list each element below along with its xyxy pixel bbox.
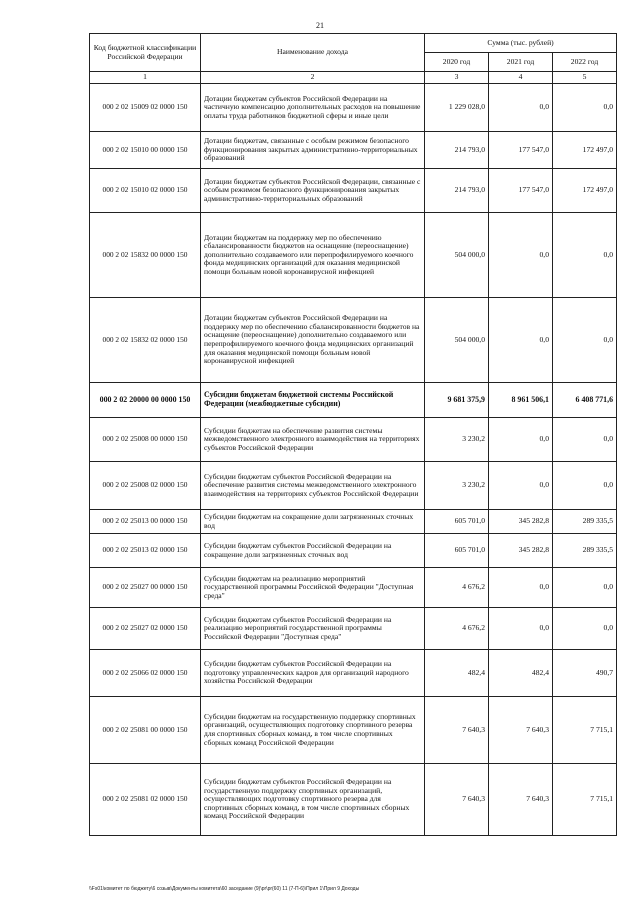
row-value-2021: 0,0 [489,418,553,462]
table-row [90,383,617,418]
column-number: 5 [553,72,617,84]
row-value-2022: 6 408 771,6 [553,383,617,418]
row-name: Субсидии бюджетам на государственную поддержку спортивных организаций, осуществляющих подготовку спортивного резерва для спортивных сборных команд, в том числе спортивных сборных команд Российской Федерации [201,697,425,764]
row-name: Дотации бюджетам субъектов Российской Федерации на поддержку мер по обеспечению сбалансированности бюджетов на оснащение (переоснащение) дополнительно создаваемого или перепрофилируемого коечного фонда медицинских организаций для оказания медицинской помощи больным новой коронавирусной инфекцией [201,298,425,383]
header-year: 2021 год [489,53,553,72]
row-value-2022: 7 715,1 [553,764,617,836]
row-value-2021: 8 961 506,1 [489,383,553,418]
row-value-2020: 605 701,0 [425,510,489,534]
column-number: 2 [201,72,425,84]
row-code: 000 2 02 25008 00 0000 150 [90,418,201,462]
row-value-2022: 172 497,0 [553,169,617,213]
page-number: 21 [316,21,324,30]
header-year: 2022 год [553,53,617,72]
row-code: 000 2 02 25013 00 0000 150 [90,510,201,534]
row-value-2021: 482,4 [489,650,553,697]
row-value-2022: 172 497,0 [553,132,617,169]
row-value-2021: 177 547,0 [489,169,553,213]
row-code: 000 2 02 20000 00 0000 150 [90,383,201,418]
row-name: Субсидии бюджетам на обеспечение развития системы межведомственного электронного взаимодействия на территориях субъектов Российской Федерации [201,418,425,462]
table-row [90,418,617,462]
row-code: 000 2 02 15832 02 0000 150 [90,298,201,383]
row-value-2022: 289 335,5 [553,510,617,534]
row-value-2020: 3 230,2 [425,418,489,462]
row-value-2022: 0,0 [553,608,617,650]
column-number: 3 [425,72,489,84]
row-value-2020: 504 000,0 [425,298,489,383]
table-row [90,764,617,836]
row-name: Субсидии бюджетам бюджетной системы Российской Федерации (межбюджетные субсидии) [201,383,425,418]
row-code: 000 2 02 25027 00 0000 150 [90,568,201,608]
row-code: 000 2 02 25013 02 0000 150 [90,534,201,568]
table-row [90,132,617,169]
row-value-2020: 504 000,0 [425,213,489,298]
column-number: 1 [90,72,201,84]
row-value-2021: 0,0 [489,213,553,298]
file-path-footer: \\Fs01\комитет по бюджету\6 созыв\Документы комитета\60 заседание (9)\pr\pr(60) 11 (7-П-6)\Прил 1\Прил 9 Доходы [89,886,360,892]
table-body [90,84,617,836]
row-name: Дотации бюджетам, связанные с особым режимом безопасного функционирования закрытых административно-территориальных образований [201,132,425,169]
row-value-2020: 7 640,3 [425,764,489,836]
row-code: 000 2 02 15832 00 0000 150 [90,213,201,298]
row-value-2022: 0,0 [553,298,617,383]
row-name: Дотации бюджетам субъектов Российской Федерации, связанные с особым режимом безопасного функционирования закрытых административно-территориальных образований [201,169,425,213]
row-value-2022: 490,7 [553,650,617,697]
header-year: 2020 год [425,53,489,72]
row-code: 000 2 02 25081 02 0000 150 [90,764,201,836]
row-value-2021: 7 640,3 [489,764,553,836]
row-value-2021: 0,0 [489,462,553,510]
row-value-2021: 177 547,0 [489,132,553,169]
row-value-2020: 4 676,2 [425,608,489,650]
row-code: 000 2 02 25008 02 0000 150 [90,462,201,510]
row-name: Субсидии бюджетам на реализацию мероприятий государственной программы Российской Федерации "Доступная среда" [201,568,425,608]
row-name: Субсидии бюджетам субъектов Российской Федерации на сокращение доли загрязненных сточных вод [201,534,425,568]
revenue-table [89,33,617,836]
column-number: 4 [489,72,553,84]
table-row [90,213,617,298]
row-value-2022: 0,0 [553,213,617,298]
row-name: Дотации бюджетам на поддержку мер по обеспечению сбалансированности бюджетов на оснащение (переоснащение) дополнительно создаваемого или перепрофилируемого коечного фонда медицинских организаций для оказания медицинской помощи больным новой коронавирусной инфекцией [201,213,425,298]
row-name: Субсидии бюджетам субъектов Российской Федерации на обеспечение развития системы межведомственного электронного взаимодействия на территориях субъектов Российской Федерации [201,462,425,510]
row-name: Дотации бюджетам субъектов Российской Федерации на частичную компенсацию дополнительных расходов на повышение оплаты труда работников бюджетной сферы и иные цели [201,84,425,132]
row-value-2020: 605 701,0 [425,534,489,568]
row-value-2022: 0,0 [553,84,617,132]
row-code: 000 2 02 15010 02 0000 150 [90,169,201,213]
row-code: 000 2 02 25027 02 0000 150 [90,608,201,650]
row-value-2020: 482,4 [425,650,489,697]
table-row [90,697,617,764]
row-value-2022: 0,0 [553,568,617,608]
row-value-2020: 3 230,2 [425,462,489,510]
header-name: Наименование дохода [201,34,425,72]
row-value-2020: 9 681 375,9 [425,383,489,418]
row-value-2021: 0,0 [489,298,553,383]
row-code: 000 2 02 25066 02 0000 150 [90,650,201,697]
row-value-2020: 214 793,0 [425,132,489,169]
row-value-2021: 345 282,8 [489,534,553,568]
row-value-2021: 0,0 [489,568,553,608]
row-name: Субсидии бюджетам субъектов Российской Федерации на реализацию мероприятий государственной программы Российской Федерации "Доступная среда" [201,608,425,650]
table-row [90,462,617,510]
row-value-2020: 4 676,2 [425,568,489,608]
row-value-2022: 0,0 [553,418,617,462]
row-value-2020: 214 793,0 [425,169,489,213]
row-value-2021: 7 640,3 [489,697,553,764]
table-row [90,534,617,568]
table-row [90,650,617,697]
row-code: 000 2 02 15010 00 0000 150 [90,132,201,169]
row-value-2022: 0,0 [553,462,617,510]
header-code: Код бюджетной классификации Российской Федерации [90,34,201,72]
table-row [90,568,617,608]
row-name: Субсидии бюджетам на сокращение доли загрязненных сточных вод [201,510,425,534]
row-value-2022: 7 715,1 [553,697,617,764]
table-row [90,608,617,650]
row-value-2020: 7 640,3 [425,697,489,764]
table-row [90,298,617,383]
row-value-2021: 0,0 [489,608,553,650]
row-name: Субсидии бюджетам субъектов Российской Федерации на подготовку управленческих кадров для организаций народного хозяйства Российской Федерации [201,650,425,697]
table-row [90,169,617,213]
row-code: 000 2 02 15009 02 0000 150 [90,84,201,132]
row-value-2020: 1 229 028,0 [425,84,489,132]
row-value-2022: 289 335,5 [553,534,617,568]
row-code: 000 2 02 25081 00 0000 150 [90,697,201,764]
row-name: Субсидии бюджетам субъектов Российской Федерации на государственную поддержку спортивных организаций, осуществляющих подготовку спортивного резерва для спортивных сборных команд, в том числе спортивных сборных команд Российской Федерации [201,764,425,836]
table-row [90,84,617,132]
table-row [90,510,617,534]
row-value-2021: 345 282,8 [489,510,553,534]
row-value-2021: 0,0 [489,84,553,132]
header-sum: Сумма (тыс. рублей) [425,34,617,53]
